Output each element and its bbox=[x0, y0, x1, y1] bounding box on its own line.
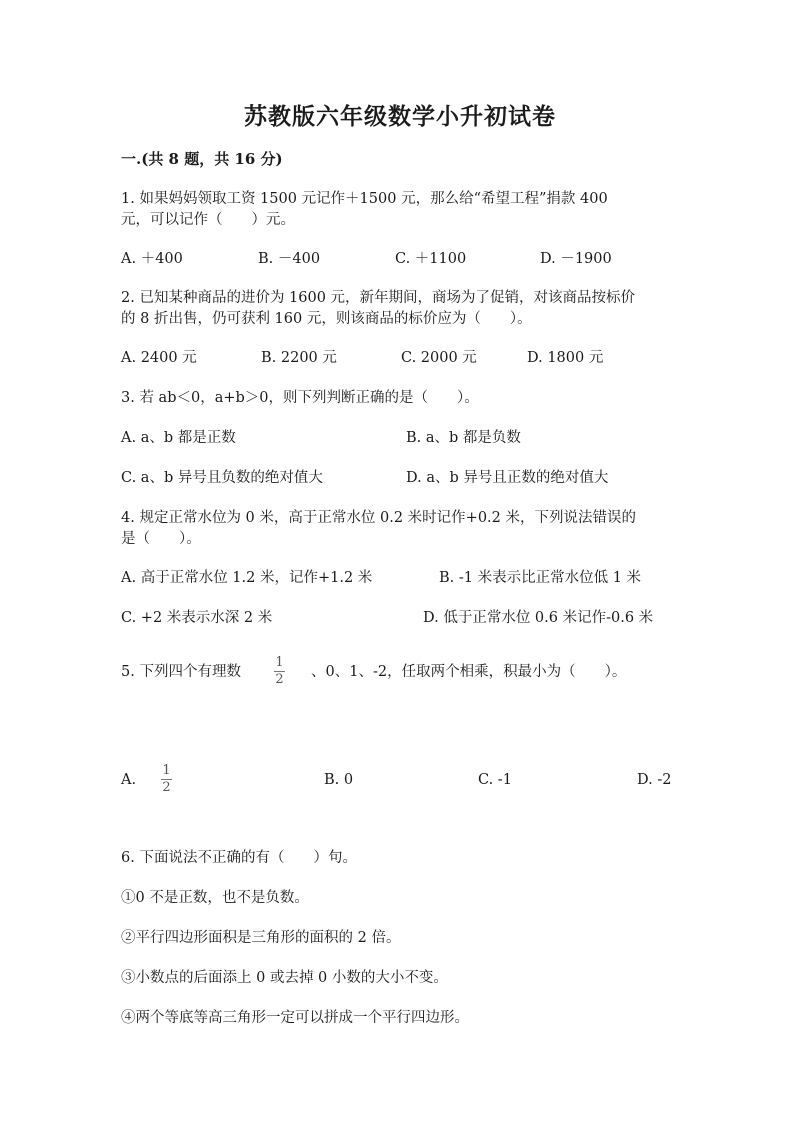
question-4-option-a: A. 高于正常水位 1.2 米，记作+1.2 米 bbox=[121, 570, 373, 586]
question-5-fraction bbox=[274, 656, 285, 687]
fraction-numerator: 1 bbox=[162, 763, 171, 778]
question-4-line-2: 是（ ）。 bbox=[121, 531, 201, 547]
question-5-option-a: A. bbox=[121, 772, 137, 788]
question-4-option-d: D. 低于正常水位 0.6 米记作-0.6 米 bbox=[423, 610, 654, 626]
question-6-statement-2: ②平行四边形面积是三角形的面积的 2 倍。 bbox=[121, 930, 401, 946]
question-6-line-1: 6. 下面说法不正确的有（ ）句。 bbox=[121, 850, 357, 866]
question-5-option-c: C. -1 bbox=[478, 772, 512, 788]
question-1-option-c: C. ＋1100 bbox=[395, 251, 467, 267]
question-3-option-c: C. a、b 异号且负数的绝对值大 bbox=[121, 470, 323, 486]
question-2-option-a: A. 2400 元 bbox=[121, 350, 197, 366]
question-1-option-d: D. －1900 bbox=[540, 251, 612, 267]
question-1-option-b: B. －400 bbox=[258, 251, 321, 267]
question-6-statement-4: ④两个等底等高三角形一定可以拼成一个平行四边形。 bbox=[121, 1010, 469, 1026]
question-4-option-b: B. -1 米表示比正常水位低 1 米 bbox=[439, 570, 642, 586]
question-3-line-1: 3. 若 ab＜0，a+b＞0，则下列判断正确的是（ ）。 bbox=[121, 390, 479, 406]
question-1-line-2: 元，可以记作（ ）元。 bbox=[121, 212, 295, 228]
question-5-prefix: 5. 下列四个有理数 bbox=[121, 664, 241, 680]
question-3-option-b: B. a、b 都是负数 bbox=[406, 430, 521, 446]
question-5-option-a-fraction bbox=[161, 764, 172, 795]
question-2-line-2: 的 8 折出售，仍可获利 160 元，则该商品的标价应为（ ）。 bbox=[121, 311, 532, 327]
question-2-option-b: B. 2200 元 bbox=[261, 350, 337, 366]
question-2-option-d: D. 1800 元 bbox=[527, 350, 604, 366]
question-1-option-a: A. ＋400 bbox=[121, 251, 183, 267]
question-1-line-1: 1. 如果妈妈领取工资 1500 元记作＋1500 元，那么给“希望工程”捐款 400 bbox=[121, 191, 608, 207]
question-3-option-a: A. a、b 都是正数 bbox=[121, 430, 236, 446]
question-4-line-1: 4. 规定正常水位为 0 米，高于正常水位 0.2 米时记作+0.2 米，下列说法错误的 bbox=[121, 510, 636, 526]
section-header: 一.(共 8 题，共 16 分) bbox=[121, 150, 283, 168]
question-5-option-d: D. -2 bbox=[637, 772, 672, 788]
question-2-line-1: 2. 已知某种商品的进价为 1600 元，新年期间，商场为了促销，对该商品按标价 bbox=[121, 290, 636, 306]
question-6-statement-3: ③小数点的后面添上 0 或去掉 0 小数的大小不变。 bbox=[121, 970, 448, 986]
fraction-denominator: 2 bbox=[275, 672, 284, 687]
question-5-option-b: B. 0 bbox=[324, 772, 354, 788]
question-3-option-d: D. a、b 异号且正数的绝对值大 bbox=[406, 470, 609, 486]
question-2-option-c: C. 2000 元 bbox=[401, 350, 477, 366]
question-5-suffix: 、0、1、-2，任取两个相乘，积最小为（ ）。 bbox=[311, 664, 627, 680]
fraction-denominator: 2 bbox=[162, 780, 171, 795]
fraction-numerator: 1 bbox=[275, 655, 284, 670]
question-4-option-c: C. +2 米表示水深 2 米 bbox=[121, 610, 273, 626]
question-6-statement-1: ①0 不是正数，也不是负数。 bbox=[121, 890, 309, 906]
page-title: 苏教版六年级数学小升初试卷 bbox=[244, 103, 556, 130]
